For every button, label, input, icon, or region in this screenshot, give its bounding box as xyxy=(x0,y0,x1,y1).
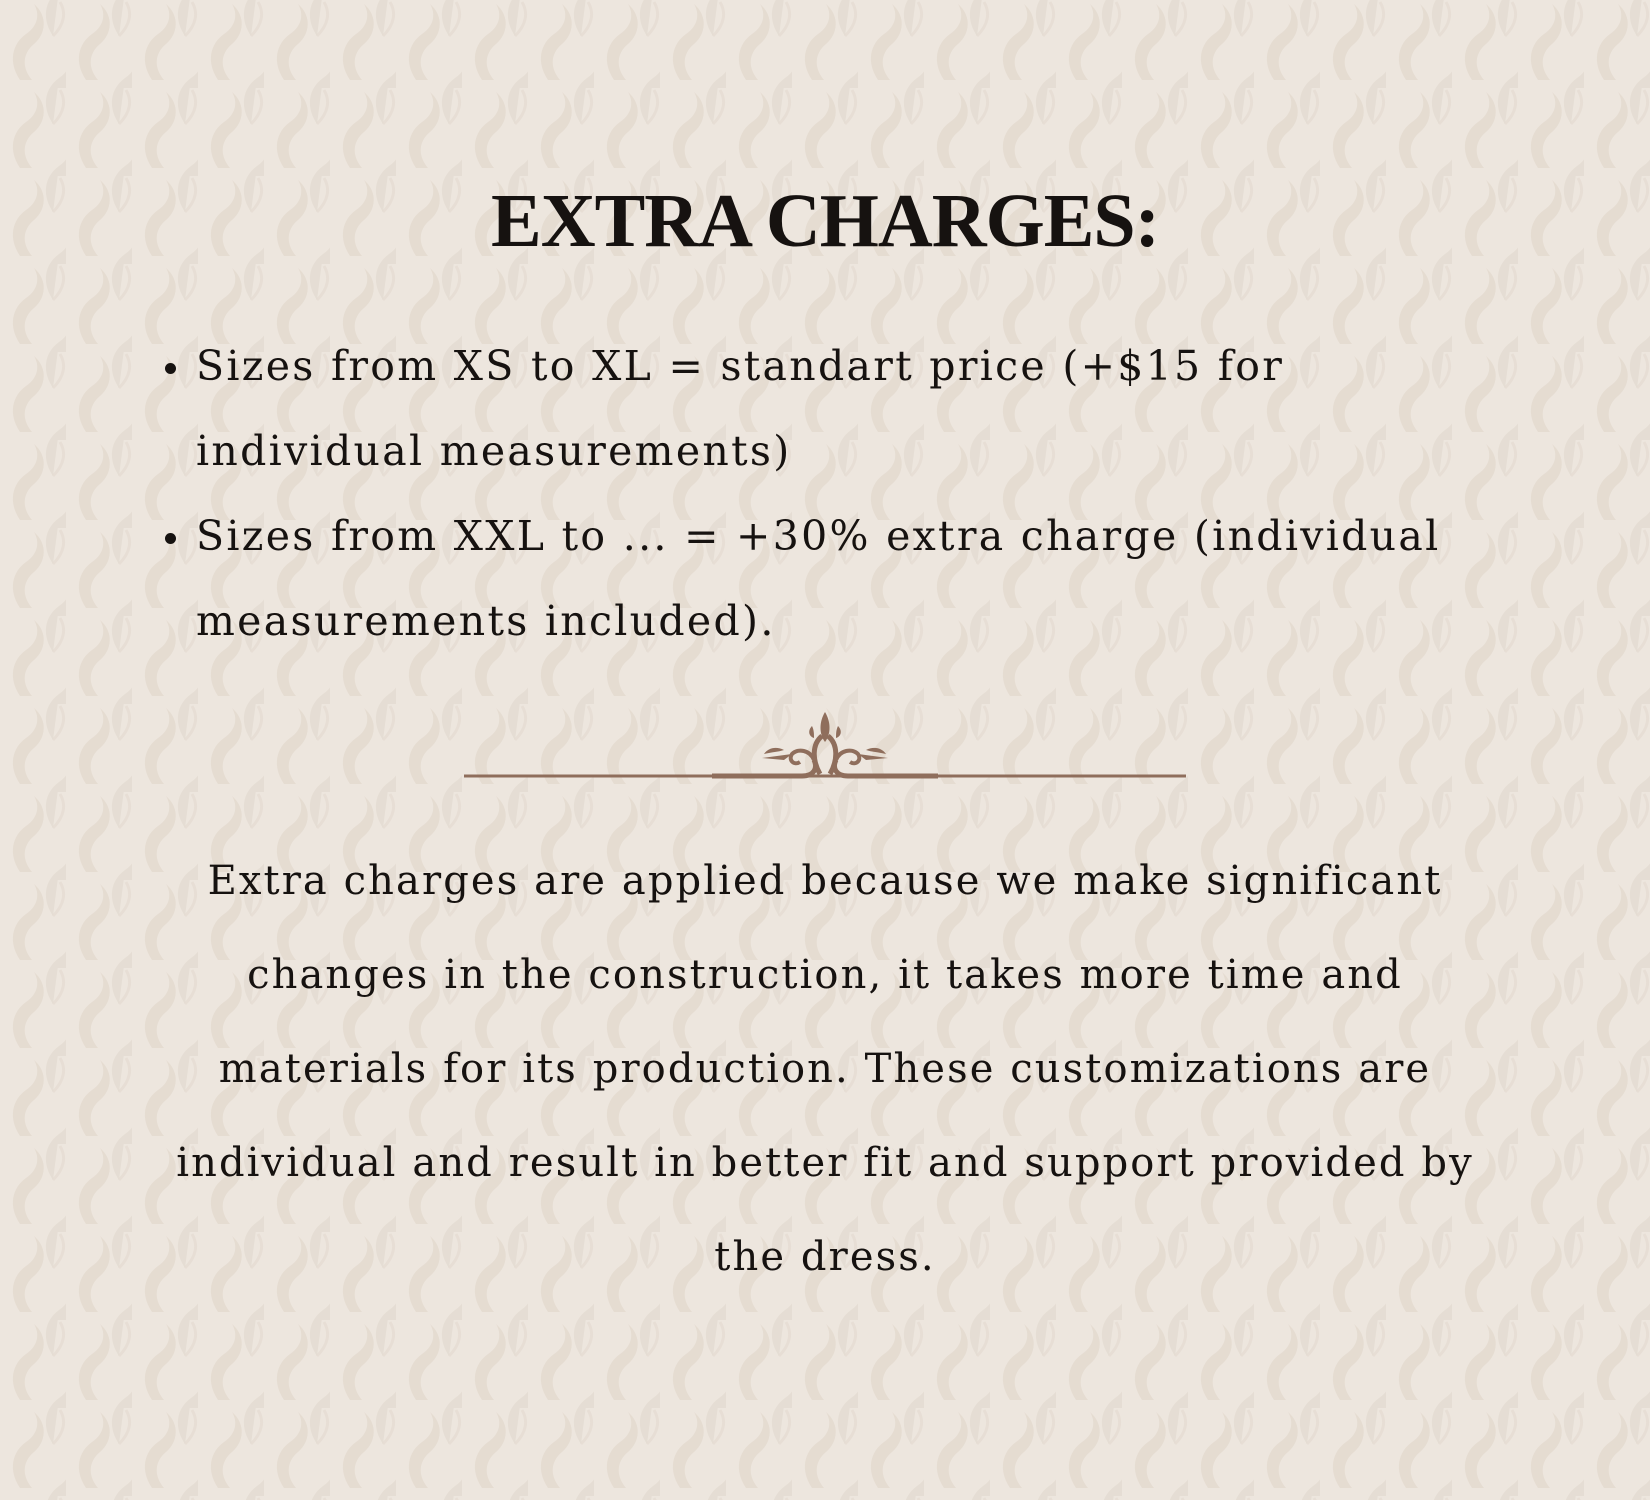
list-item-line: individual measurements) xyxy=(196,427,792,475)
bullet-dot-icon xyxy=(165,363,176,374)
page-title: EXTRA CHARGES: xyxy=(491,179,1159,263)
list-item xyxy=(160,494,1490,664)
explanation-paragraph xyxy=(150,834,1500,1304)
paragraph-line: materials for its production. These customizations are xyxy=(218,1046,1432,1092)
list-item-line: Sizes from XXL to ... = +30% extra charge (individual xyxy=(196,512,1441,560)
bullet-dot-icon xyxy=(165,533,176,544)
list-item-line: measurements included). xyxy=(196,597,776,645)
list-item xyxy=(160,324,1490,494)
paragraph-line: Extra charges are applied because we make significant xyxy=(207,858,1443,904)
paragraph-line: changes in the construction, it takes more time and xyxy=(247,952,1403,998)
paragraph-line: individual and result in better fit and support provided by xyxy=(176,1140,1474,1186)
ornamental-flourish-icon xyxy=(462,712,1188,782)
charges-list xyxy=(160,324,1490,664)
list-item-line: Sizes from XS to XL = standart price (+$15 for xyxy=(196,342,1285,390)
paragraph-line: the dress. xyxy=(714,1234,936,1280)
